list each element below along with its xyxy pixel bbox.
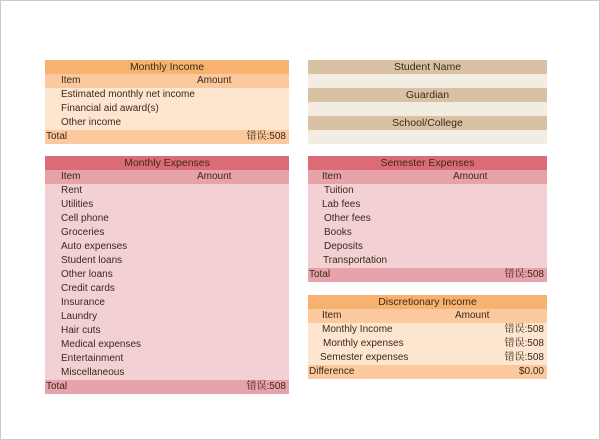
table-row[interactable]	[308, 337, 547, 351]
header-item: Item	[322, 171, 342, 182]
row-label: Insurance	[61, 297, 105, 308]
table-row[interactable]	[45, 226, 289, 240]
table-row[interactable]	[45, 324, 289, 338]
difference-row[interactable]	[308, 365, 547, 379]
total-row[interactable]	[308, 268, 547, 282]
discretionary-income-title: Discretionary Income	[308, 295, 547, 309]
table-row[interactable]	[308, 198, 547, 212]
row-label: Hair cuts	[61, 325, 101, 336]
semester-expenses-title: Semester Expenses	[308, 156, 547, 170]
table-row[interactable]	[45, 88, 289, 102]
row-label: Entertainment	[61, 353, 124, 364]
table-row[interactable]	[308, 226, 547, 240]
row-label: Financial aid award(s)	[61, 103, 159, 114]
row-label: Tuition	[324, 185, 354, 196]
monthly-expenses-title: Monthly Expenses	[45, 156, 289, 170]
header-amount: Amount	[197, 171, 232, 182]
table-row[interactable]	[45, 366, 289, 380]
row-label: Rent	[61, 185, 83, 196]
total-value: 错误:508	[246, 131, 286, 142]
school-field[interactable]	[308, 130, 547, 144]
total-row[interactable]	[45, 130, 289, 144]
header-amount: Amount	[197, 75, 232, 86]
row-label: Estimated monthly net income	[61, 89, 195, 100]
total-label: Total	[46, 381, 68, 392]
difference-value: $0.00	[518, 366, 544, 377]
header-item: Item	[61, 75, 81, 86]
row-label: Miscellaneous	[61, 367, 125, 378]
total-label: Total	[46, 131, 68, 142]
monthly-income-header	[45, 74, 289, 88]
semester-expenses-header	[308, 170, 547, 184]
table-row[interactable]	[308, 323, 547, 337]
header-item: Item	[322, 310, 342, 321]
row-label: Auto expenses	[61, 241, 128, 252]
row-label: Books	[324, 227, 352, 238]
row-label: Other loans	[61, 269, 113, 280]
monthly-expenses-table	[45, 156, 289, 394]
row-label: Groceries	[61, 227, 105, 238]
table-row[interactable]	[308, 212, 547, 226]
total-value: 错误:508	[246, 381, 286, 392]
guardian-field[interactable]	[308, 102, 547, 116]
table-row[interactable]	[45, 184, 289, 198]
discretionary-income-table	[308, 295, 547, 379]
row-label: Utilities	[61, 199, 94, 210]
total-row[interactable]	[45, 380, 289, 394]
student-name-label: Student Name	[308, 60, 547, 74]
table-row[interactable]	[45, 352, 289, 366]
monthly-income-title: Monthly Income	[45, 60, 289, 74]
table-row[interactable]	[308, 351, 547, 365]
table-row[interactable]	[45, 102, 289, 116]
school-label: School/College	[308, 116, 547, 130]
header-item: Item	[61, 171, 81, 182]
student-name-field[interactable]	[308, 74, 547, 88]
header-amount: Amount	[453, 171, 488, 182]
row-label: Deposits	[324, 241, 363, 252]
table-row[interactable]	[45, 268, 289, 282]
table-row[interactable]	[45, 282, 289, 296]
row-label: Transportation	[323, 255, 388, 266]
total-value: 错误:508	[504, 269, 544, 280]
row-label: Credit cards	[61, 283, 115, 294]
row-label: Lab fees	[322, 199, 361, 210]
table-row[interactable]	[45, 198, 289, 212]
row-label: Monthly expenses	[323, 338, 404, 349]
table-row[interactable]	[45, 240, 289, 254]
table-row[interactable]	[45, 116, 289, 130]
row-value: 错误:508	[504, 352, 544, 363]
semester-expenses-table	[308, 156, 547, 282]
total-label: Total	[309, 269, 331, 280]
row-label: Monthly Income	[322, 324, 393, 335]
row-label: Cell phone	[61, 213, 109, 224]
row-label: Student loans	[61, 255, 123, 266]
table-row[interactable]	[308, 254, 547, 268]
header-amount: Amount	[455, 310, 490, 321]
discretionary-income-header	[308, 309, 547, 323]
row-value: 错误:508	[504, 338, 544, 349]
student-info-table	[308, 60, 547, 144]
row-label: Medical expenses	[61, 339, 142, 350]
table-row[interactable]	[45, 296, 289, 310]
row-label: Semester expenses	[320, 352, 409, 363]
table-row[interactable]	[308, 240, 547, 254]
monthly-income-table	[45, 60, 289, 144]
row-label: Other fees	[324, 213, 371, 224]
table-row[interactable]	[45, 310, 289, 324]
row-label: Laundry	[61, 311, 98, 322]
difference-label: Difference	[309, 366, 355, 377]
row-value: 错误:508	[504, 324, 544, 335]
row-label: Other income	[61, 117, 122, 128]
table-row[interactable]	[45, 338, 289, 352]
monthly-expenses-header	[45, 170, 289, 184]
table-row[interactable]	[45, 254, 289, 268]
table-row[interactable]	[45, 212, 289, 226]
table-row[interactable]	[308, 184, 547, 198]
guardian-label: Guardian	[308, 88, 547, 102]
